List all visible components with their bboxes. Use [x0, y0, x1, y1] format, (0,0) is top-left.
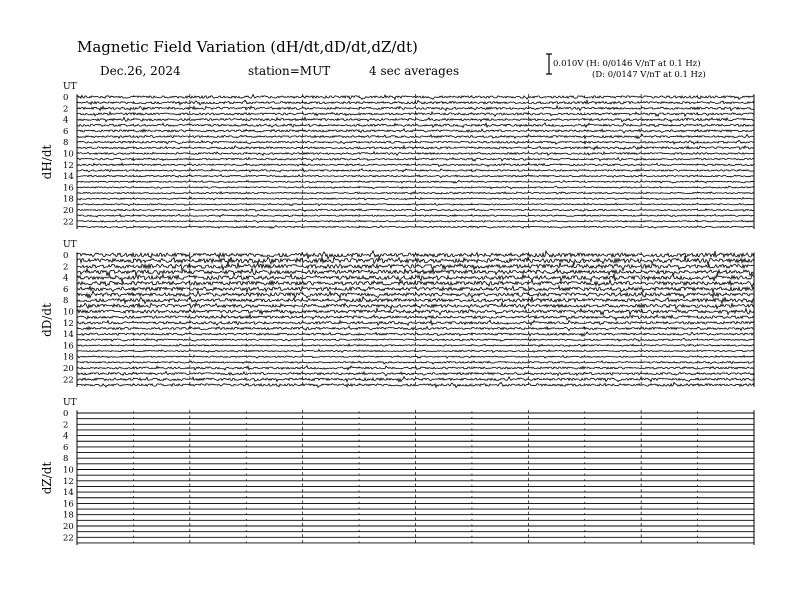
dz-row-label-4: 4	[63, 431, 69, 442]
dz-ylabel: dZ/dt	[40, 461, 54, 495]
dd-row-label-12: 12	[63, 318, 74, 329]
dh-row-label-20: 20	[63, 206, 74, 216]
dz-row-label-12: 12	[63, 476, 74, 487]
dd-row-label-2: 2	[63, 262, 69, 273]
dd-row-label-20: 20	[63, 364, 74, 374]
dd-row-label-16: 16	[63, 341, 74, 352]
dh-row-label-0: 0	[63, 93, 69, 103]
dd-row-label-10: 10	[63, 307, 74, 318]
dz-row-label-22: 22	[63, 533, 74, 544]
dh-row-label-22: 22	[63, 217, 74, 228]
dh-row-label-10: 10	[63, 149, 74, 160]
dh-row-label-8: 8	[63, 138, 69, 149]
dz-ut-label: UT	[63, 398, 77, 408]
dd-row-label-0: 0	[63, 251, 69, 261]
dd-row-label-18: 18	[63, 352, 74, 363]
dd-row-label-4: 4	[63, 273, 69, 284]
dd-row-label-22: 22	[63, 375, 74, 386]
chart-title: Magnetic Field Variation (dH/dt,dD/dt,dZ/dt)	[77, 38, 418, 56]
dz-row-label-0: 0	[63, 409, 69, 419]
dz-row-label-20: 20	[63, 522, 74, 532]
dz-row-label-10: 10	[63, 465, 74, 476]
dh-row-label-2: 2	[63, 104, 69, 115]
dh-row-label-6: 6	[63, 126, 69, 137]
dd-row-label-8: 8	[63, 296, 69, 307]
dh-ut-label: UT	[63, 82, 77, 92]
dd-row-label-6: 6	[63, 284, 69, 295]
dz-row-label-14: 14	[63, 488, 74, 499]
dz-row-label-2: 2	[63, 420, 69, 431]
dz-row-label-18: 18	[63, 510, 74, 521]
scale-note-d: (D: 0/0147 V/nT at 0.1 Hz)	[592, 70, 706, 80]
dh-row-label-18: 18	[63, 194, 74, 205]
dh-row-label-12: 12	[63, 160, 74, 171]
dd-row-label-14: 14	[63, 330, 74, 341]
dz-row-label-16: 16	[63, 499, 74, 510]
dh-row-label-4: 4	[63, 115, 69, 126]
dz-row-label-6: 6	[63, 442, 69, 453]
dh-ylabel: dH/dt	[40, 144, 54, 180]
dh-row-label-16: 16	[63, 183, 74, 194]
dd-ut-label: UT	[63, 240, 77, 250]
scale-note: 0.010V (H: 0/0146 V/nT at 0.1 Hz)	[553, 59, 701, 69]
station-label: station=MUT	[248, 64, 331, 78]
dd-ylabel: dD/dt	[40, 303, 54, 337]
averaging-label: 4 sec averages	[369, 64, 460, 78]
dz-row-label-8: 8	[63, 454, 69, 465]
dh-row-label-14: 14	[63, 172, 74, 183]
date-label: Dec.26, 2024	[100, 64, 181, 78]
